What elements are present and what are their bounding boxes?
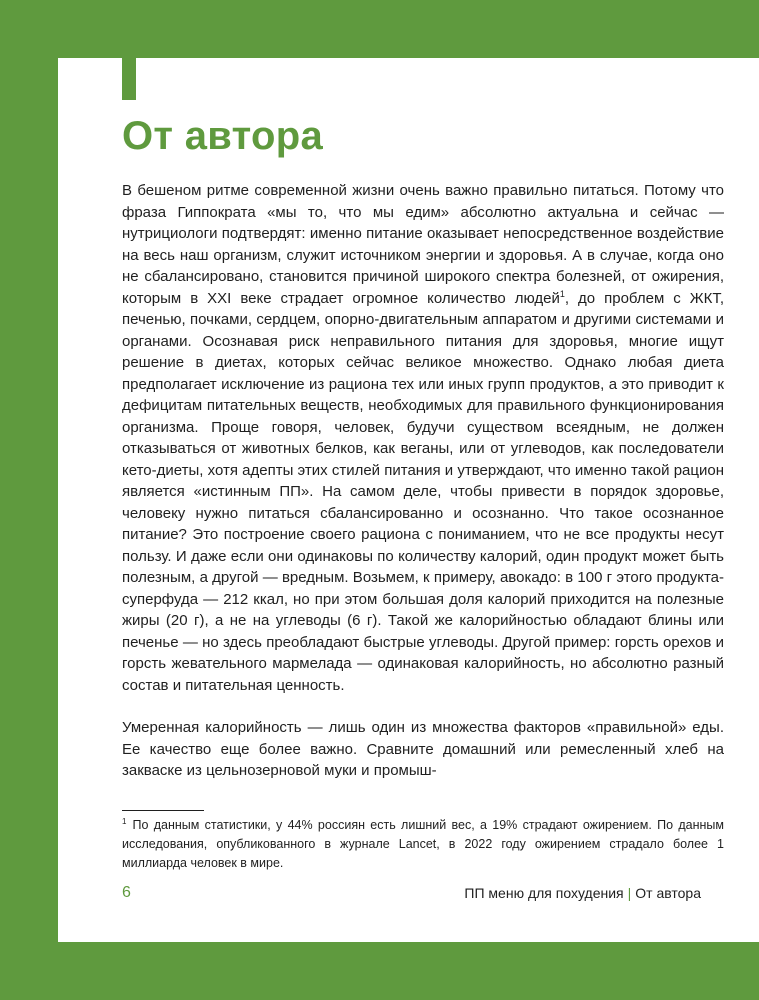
running-header xyxy=(464,885,701,901)
footnote-number: 1 xyxy=(122,816,127,826)
accent-bar xyxy=(122,58,136,100)
chapter-title: От автора xyxy=(122,114,324,158)
paragraph-1-part-2: , до проблем с ЖКТ, печенью, почками, сердцем, опорно-двигательным аппаратом и другими системами и органами. Осознавая риск неправильного питания для здоровья, многие ищут решение в диетах, которых сейчас великое множество. Однако любая диета предполагает исключение из рациона тех или иных групп продуктов, а это приводит к дефицитам питательных веществ, необходимых для правильного функционирования организма. Проще говоря, человек, будучи существом всеядным, не должен отказываться от животных белков, как веганы, или от углеводов, как последователи кето-диеты, хотя адепты этих стилей питания и утверждают, что именно такой рацион является «истинным ПП». На самом деле, чтобы привести в порядок здоровье, человеку нужно питаться сбалансированно и осознанно. Что такое осознанное питание? Это построение своего рациона с пониманием, что не все продукты несут пользу. И даже если они одинаковы по количеству калорий, один продукт может быть полезным, а другой — вредным. Возьмем, к примеру, авокадо: в 100 г этого продукта-суперфуда — 212 ккал, но при этом большая доля калорий приходится на полезные жиры (20 г), а не на углеводы (6 г). Такой же калорийностью обладают блины или печенье — но здесь преобладают быстрые углеводы. Другой пример: горсть орехов и горсть жевательного мармелада — одинаковая калорийность, но абсолютно разный состав и питательная ценность. xyxy=(122,289,724,694)
header-separator: | xyxy=(627,885,632,901)
paragraph-1 xyxy=(122,180,724,696)
footnote xyxy=(122,816,724,873)
book-title: ПП меню для похудения xyxy=(464,885,624,901)
page xyxy=(58,58,759,942)
paragraph-1-part-1: В бешеном ритме современной жизни очень важно правильно питаться. Потому что фраза Гиппократа «мы то, что мы едим» абсолютно актуальна и сейчас — нутрициологи подтвердят: именно питание оказывает непосредственное воздействие на весь наш организм, служит источником энергии и здоровья. А в случае, когда оно не сбалансировано, становится причиной широкого спектра болезней, от ожирения, которым в XXI веке страдает огромное количество людей xyxy=(122,182,724,307)
paragraph-2: Умеренная калорийность — лишь один из множества факторов «правильной» еды. Ее качество еще более важно. Сравните домашний или ремесленный хлеб на закваске из цельнозерновой муки и промыш- xyxy=(122,719,724,779)
footnote-text: По данным статистики, у 44% россиян есть лишний вес, а 19% страдают ожирением. По данным исследования, опубликованного в журнале Lancet, в 2022 году ожирением страдало более 1 миллиарда человек в мире. xyxy=(122,818,724,870)
page-number: 6 xyxy=(122,884,131,901)
footnote-reference[interactable]: 1 xyxy=(559,288,565,299)
section-name: От автора xyxy=(635,885,701,901)
footnote-divider xyxy=(122,810,204,811)
body-text xyxy=(122,180,724,782)
